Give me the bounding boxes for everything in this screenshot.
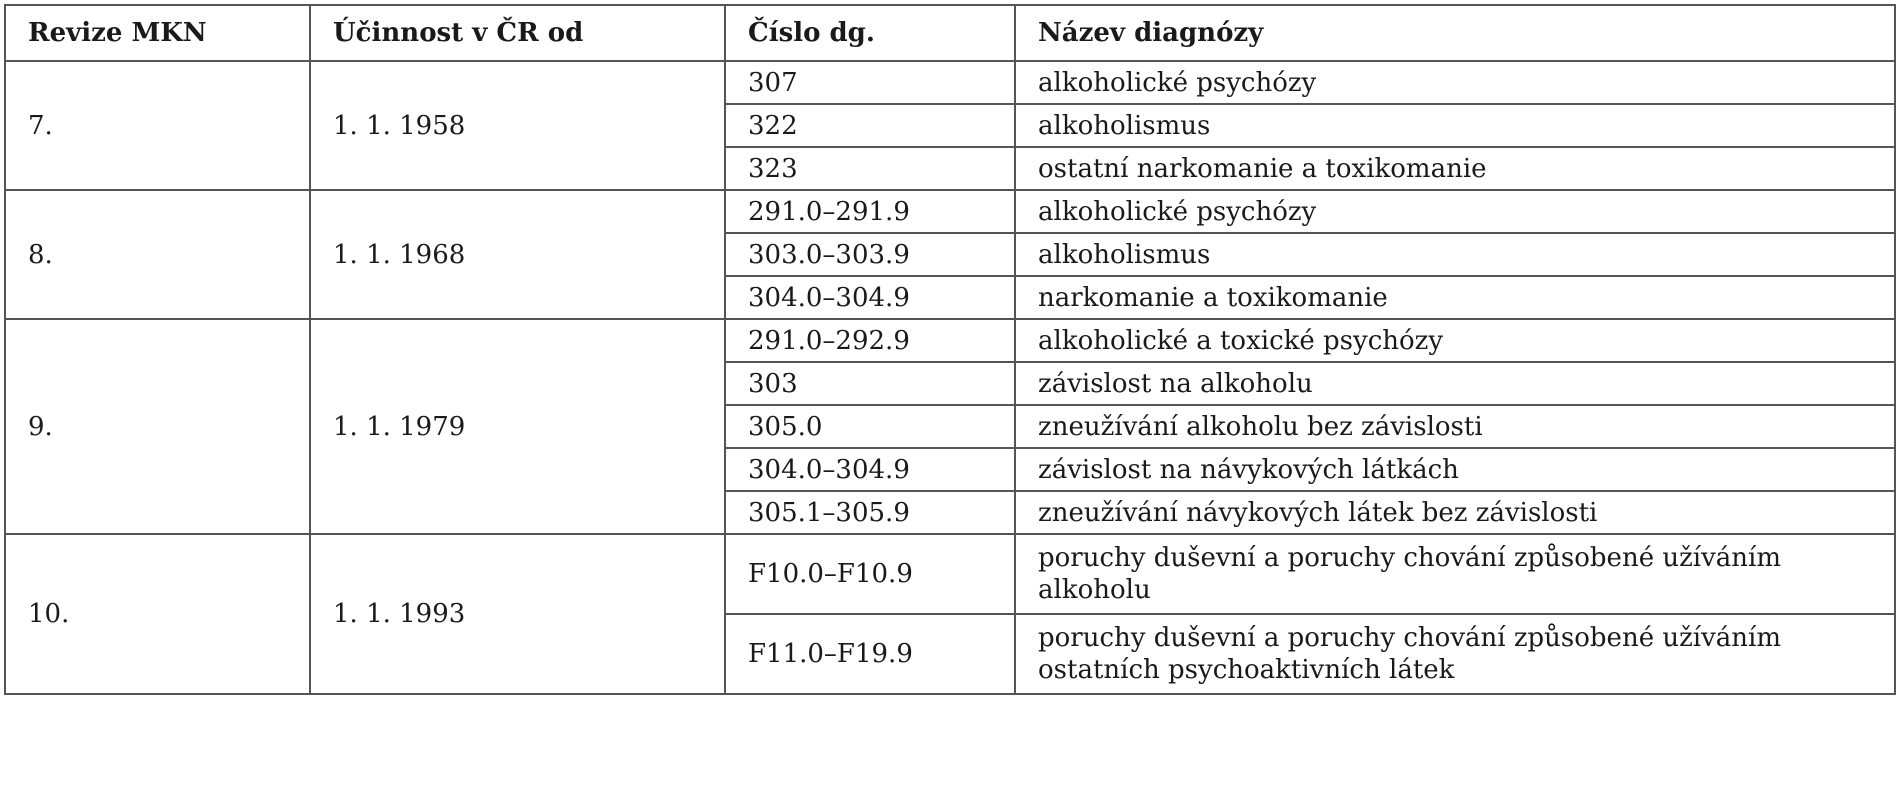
table-row [5, 61, 1895, 104]
header-diagnosis-name: Název diagnózy [1015, 5, 1895, 61]
diagnosis-name-cell: zneužívání alkoholu bez závislosti [1015, 405, 1895, 448]
code-cell: 305.0 [725, 405, 1015, 448]
code-cell: 305.1–305.9 [725, 491, 1015, 534]
diagnosis-table [4, 4, 1896, 695]
effective-date-cell: 1. 1. 1968 [310, 190, 725, 319]
revision-cell: 10. [5, 534, 310, 694]
diagnosis-name-cell: zneužívání návykových látek bez závislosti [1015, 491, 1895, 534]
effective-date-cell: 1. 1. 1979 [310, 319, 725, 534]
code-cell: 322 [725, 104, 1015, 147]
diagnosis-table-container [4, 4, 1894, 794]
table-row [5, 534, 1895, 614]
code-cell: 307 [725, 61, 1015, 104]
table-row [5, 190, 1895, 233]
revision-cell: 9. [5, 319, 310, 534]
diagnosis-name-cell: alkoholické a toxické psychózy [1015, 319, 1895, 362]
diagnosis-name-cell: alkoholismus [1015, 233, 1895, 276]
code-cell: F11.0–F19.9 [725, 614, 1015, 694]
diagnosis-name-cell: alkoholické psychózy [1015, 190, 1895, 233]
header-code: Číslo dg. [725, 5, 1015, 61]
revision-cell: 7. [5, 61, 310, 190]
code-cell: F10.0–F10.9 [725, 534, 1015, 614]
diagnosis-name-cell: závislost na návykových látkách [1015, 448, 1895, 491]
code-cell: 303 [725, 362, 1015, 405]
diagnosis-name-cell: alkoholické psychózy [1015, 61, 1895, 104]
effective-date-cell: 1. 1. 1958 [310, 61, 725, 190]
code-cell: 304.0–304.9 [725, 276, 1015, 319]
header-row [5, 5, 1895, 61]
table-row [5, 319, 1895, 362]
code-cell: 291.0–291.9 [725, 190, 1015, 233]
code-cell: 304.0–304.9 [725, 448, 1015, 491]
code-cell: 323 [725, 147, 1015, 190]
code-cell: 303.0–303.9 [725, 233, 1015, 276]
header-effective-date: Účinnost v ČR od [310, 5, 725, 61]
diagnosis-name-cell: alkoholismus [1015, 104, 1895, 147]
code-cell: 291.0–292.9 [725, 319, 1015, 362]
diagnosis-name-cell: poruchy duševní a poruchy chování způsobené užíváním ostatních psychoaktivních látek [1015, 614, 1895, 694]
header-revision: Revize MKN [5, 5, 310, 61]
diagnosis-name-cell: ostatní narkomanie a toxikomanie [1015, 147, 1895, 190]
diagnosis-name-cell: narkomanie a toxikomanie [1015, 276, 1895, 319]
effective-date-cell: 1. 1. 1993 [310, 534, 725, 694]
revision-cell: 8. [5, 190, 310, 319]
diagnosis-name-cell: poruchy duševní a poruchy chování způsobené užíváním alkoholu [1015, 534, 1895, 614]
diagnosis-name-cell: závislost na alkoholu [1015, 362, 1895, 405]
